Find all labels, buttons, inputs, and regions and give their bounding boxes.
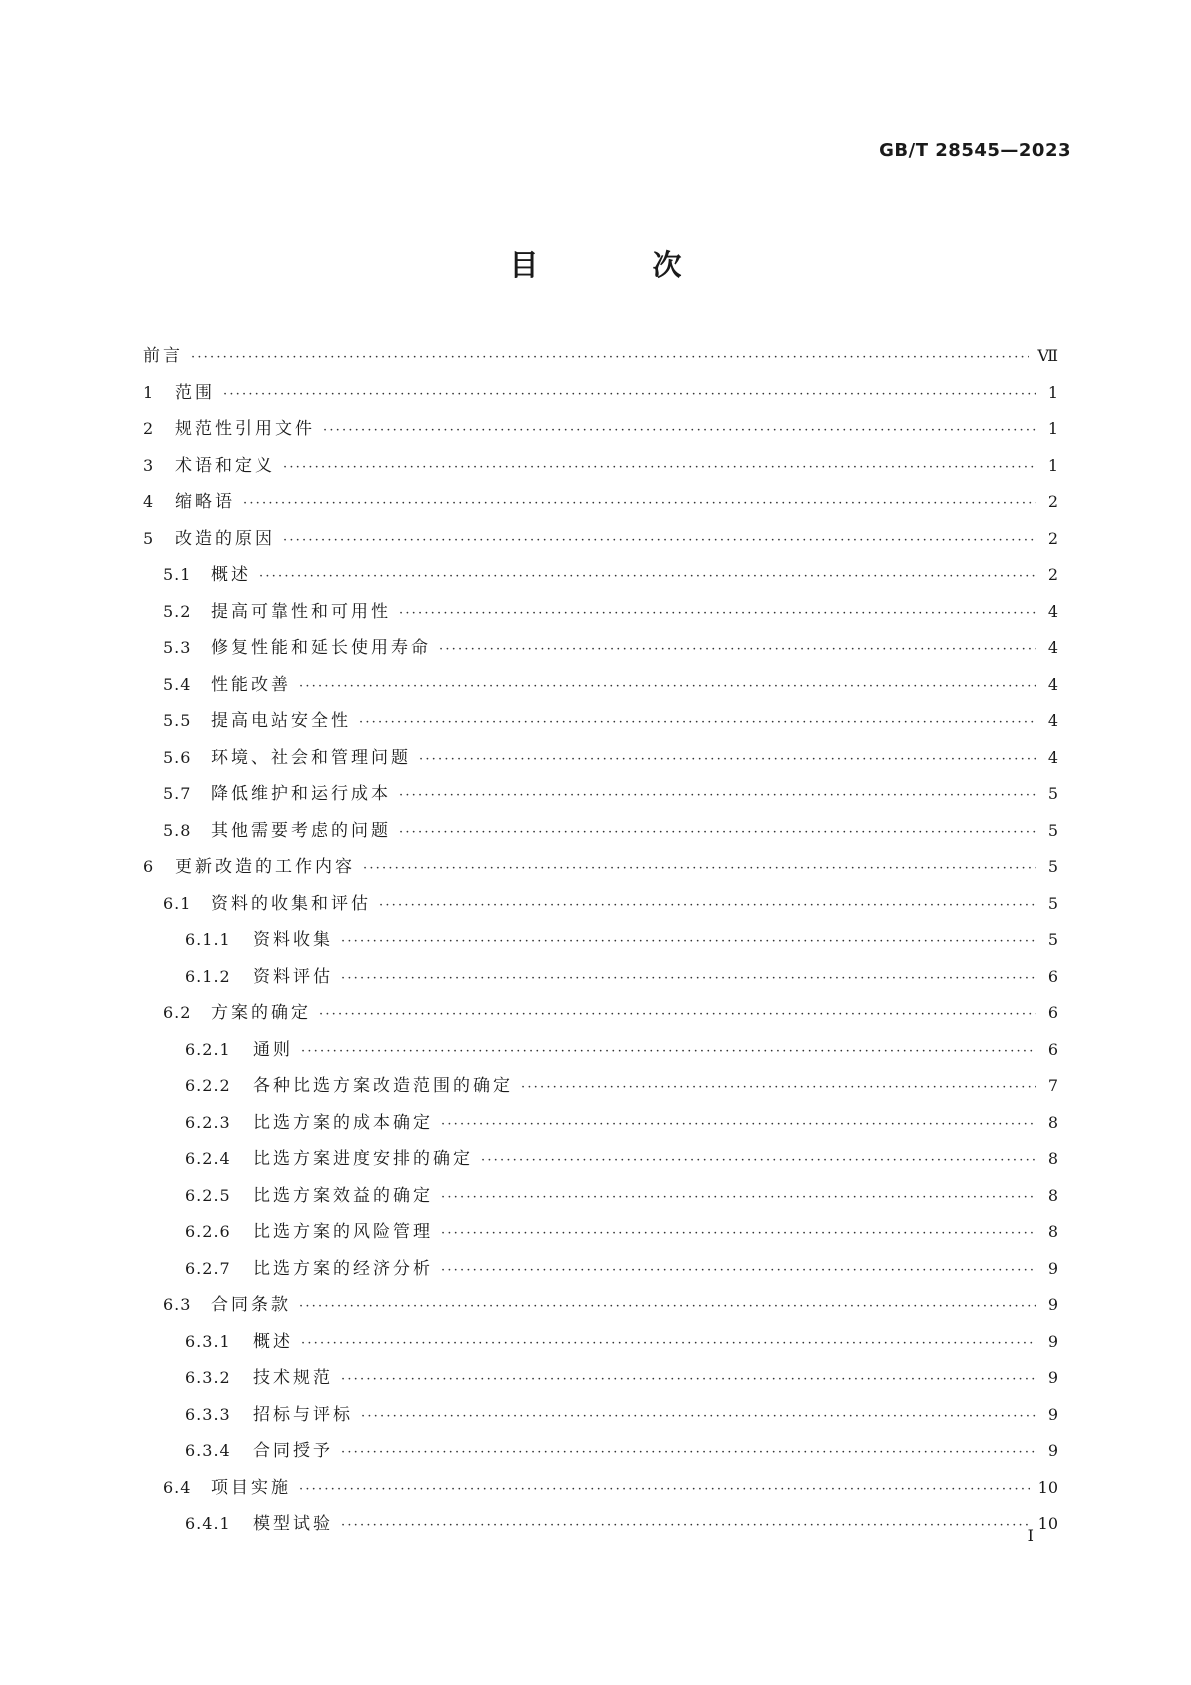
dot-leader — [301, 1034, 1036, 1071]
toc-entry[interactable] — [143, 1178, 1058, 1215]
toc-entry-number: 6.3.1 — [185, 1331, 231, 1351]
toc-entry-title: 范围 — [175, 382, 215, 403]
toc-entry-title: 合同条款 — [211, 1295, 291, 1315]
standard-code: GB/T 28545—2023 — [879, 140, 1071, 161]
toc-entry[interactable] — [143, 886, 1058, 923]
toc-entry[interactable] — [143, 1214, 1058, 1251]
toc-entry[interactable] — [143, 484, 1058, 521]
dot-leader — [341, 1508, 1030, 1545]
dot-leader — [341, 1435, 1036, 1472]
toc-entry-number: 5.5 — [163, 711, 192, 730]
toc-entry[interactable] — [143, 1068, 1058, 1105]
toc-entry-page: 4 — [1047, 711, 1058, 730]
dot-leader — [283, 450, 1036, 487]
dot-leader — [341, 961, 1036, 998]
toc-entry[interactable] — [143, 922, 1058, 959]
toc-entry-page: 7 — [1047, 1076, 1058, 1095]
toc-entry-title: 资料评估 — [253, 966, 333, 987]
toc-entry-number: 6.2.4 — [185, 1149, 231, 1168]
toc-entry-page: 6 — [1047, 1039, 1058, 1059]
toc-entry-number: 6.3.4 — [185, 1441, 231, 1460]
dot-leader — [341, 1362, 1036, 1399]
dot-leader — [223, 377, 1036, 414]
dot-leader — [319, 997, 1036, 1034]
toc-entry-page: 5 — [1047, 857, 1058, 876]
toc-entry-number: 6.3.3 — [185, 1404, 231, 1424]
toc-entry[interactable] — [143, 849, 1058, 886]
toc-entry[interactable] — [143, 1287, 1058, 1324]
toc-entry-number: 5.1 — [163, 565, 192, 584]
dot-leader — [419, 742, 1036, 779]
dot-leader — [299, 669, 1036, 706]
toc-entry[interactable] — [143, 594, 1058, 631]
toc-entry-number: 6.1.2 — [185, 966, 231, 986]
toc-entry[interactable] — [143, 740, 1058, 777]
dot-leader — [299, 1472, 1030, 1509]
toc-entry-page: 8 — [1047, 1185, 1058, 1205]
dot-leader — [361, 1399, 1036, 1436]
dot-leader — [341, 924, 1036, 961]
toc-entry-page: 4 — [1047, 747, 1058, 767]
toc-entry-number: 6 — [143, 857, 155, 876]
dot-leader — [323, 413, 1036, 450]
toc-entry-number: 3 — [143, 455, 155, 475]
toc-entry-title: 环境、社会和管理问题 — [211, 747, 411, 768]
toc-entry[interactable] — [143, 1032, 1058, 1069]
toc-entry-number: 6.3 — [163, 1295, 192, 1314]
toc-entry-page: 1 — [1047, 382, 1058, 402]
toc-entry[interactable] — [143, 1360, 1058, 1397]
toc-entry[interactable] — [143, 411, 1058, 448]
toc-entry-title: 术语和定义 — [175, 455, 275, 476]
toc-entry-title: 比选方案进度安排的确定 — [253, 1149, 473, 1169]
dot-leader — [441, 1180, 1036, 1217]
dot-leader — [301, 1326, 1036, 1363]
toc-entry-number: 5.4 — [163, 674, 192, 694]
toc-entry-title: 比选方案的经济分析 — [253, 1258, 433, 1279]
toc-entry-page: 8 — [1047, 1112, 1058, 1132]
dot-leader — [441, 1216, 1036, 1253]
toc-entry[interactable] — [143, 630, 1058, 667]
toc-entry-title: 通则 — [253, 1039, 293, 1060]
toc-entry-title: 资料收集 — [253, 930, 333, 950]
dot-leader — [359, 705, 1036, 742]
toc-entry[interactable] — [143, 338, 1058, 375]
toc-entry-title: 资料的收集和评估 — [211, 893, 371, 914]
toc-entry-number: 5.6 — [163, 747, 192, 767]
toc-entry-page: 4 — [1047, 601, 1058, 621]
dot-leader — [399, 596, 1036, 633]
toc-entry-title: 各种比选方案改造范围的确定 — [253, 1076, 513, 1096]
dot-leader — [299, 1289, 1036, 1326]
toc-entry-page: 9 — [1047, 1404, 1058, 1424]
toc-entry-title: 比选方案效益的确定 — [253, 1185, 433, 1206]
toc-entry-page: 8 — [1047, 1149, 1058, 1168]
toc-entry-title: 模型试验 — [253, 1514, 333, 1534]
toc-entry-page: 9 — [1047, 1295, 1058, 1314]
dot-leader — [521, 1070, 1036, 1107]
toc-entry-page: 1 — [1047, 419, 1058, 438]
toc-entry-title: 技术规范 — [253, 1368, 333, 1388]
toc-entry[interactable] — [143, 1397, 1058, 1434]
dot-leader — [441, 1253, 1036, 1290]
toc-entry-title: 规范性引用文件 — [175, 419, 315, 439]
dot-leader — [191, 340, 1029, 377]
toc-entry[interactable] — [143, 995, 1058, 1032]
toc-entry-page: 6 — [1047, 966, 1058, 986]
dot-leader — [441, 1107, 1036, 1144]
toc-entry-number: 6.4.1 — [185, 1514, 231, 1533]
dot-leader — [363, 851, 1036, 888]
toc-entry[interactable] — [143, 1141, 1058, 1178]
toc-entry-number: 6.3.2 — [185, 1368, 231, 1387]
toc-entry-title: 项目实施 — [211, 1477, 291, 1498]
toc-entry-title: 缩略语 — [175, 492, 235, 512]
toc-entry-page: 2 — [1047, 565, 1058, 584]
toc-entry-number: 5.7 — [163, 784, 192, 803]
toc-entry-number: 5.3 — [163, 638, 192, 657]
dot-leader — [283, 523, 1036, 560]
toc-entry[interactable] — [143, 959, 1058, 996]
toc-entry-number: 6.2.1 — [185, 1039, 231, 1059]
toc-entry[interactable] — [143, 1433, 1058, 1470]
toc-entry-title: 提高电站安全性 — [211, 711, 351, 731]
toc-entry-title: 前言 — [143, 346, 183, 366]
toc-entry[interactable] — [143, 375, 1058, 412]
toc-entry-page: 9 — [1047, 1441, 1058, 1460]
toc-entry-number: 2 — [143, 419, 155, 438]
toc-entry-number: 6.1.1 — [185, 930, 231, 949]
toc-entry-page: 6 — [1047, 1003, 1058, 1022]
toc-entry[interactable] — [143, 776, 1058, 813]
dot-leader — [439, 632, 1036, 669]
toc-entry-page: 8 — [1047, 1222, 1058, 1241]
dot-leader — [259, 559, 1036, 596]
dot-leader — [399, 815, 1036, 852]
toc-entry-title: 合同授予 — [253, 1441, 333, 1461]
toc-entry-page: 9 — [1047, 1368, 1058, 1387]
toc-entry-title: 比选方案的风险管理 — [253, 1222, 433, 1242]
toc-entry-number: 6.1 — [163, 893, 192, 913]
toc-entry-page: 5 — [1047, 820, 1058, 840]
toc-entry-number: 6.4 — [163, 1477, 192, 1497]
toc-entry[interactable] — [143, 1506, 1058, 1543]
toc-entry-page: 1 — [1047, 455, 1058, 475]
toc-entry-title: 概述 — [253, 1331, 293, 1352]
toc-entry-page: 4 — [1047, 638, 1058, 657]
toc-entry-page: 2 — [1047, 528, 1058, 548]
toc-entry-title: 招标与评标 — [253, 1404, 353, 1425]
toc-entry[interactable] — [143, 813, 1058, 850]
toc-entry-number: 4 — [143, 492, 155, 511]
toc-entry-title: 概述 — [211, 565, 251, 585]
page-number: I — [1027, 1526, 1034, 1545]
toc-entry-title: 降低维护和运行成本 — [211, 784, 391, 804]
dot-leader — [481, 1143, 1036, 1180]
toc-entry-number: 6.2.3 — [185, 1112, 231, 1132]
toc-entry-number: 5.8 — [163, 820, 192, 840]
toc-entry-page: 5 — [1047, 930, 1058, 949]
page-title: 目 次 — [509, 248, 734, 282]
dot-leader — [399, 778, 1036, 815]
toc-entry-number: 5 — [143, 528, 155, 548]
toc-entry-number: 1 — [143, 382, 155, 402]
toc-entry[interactable] — [143, 521, 1058, 558]
toc-entry-title: 改造的原因 — [175, 528, 275, 549]
toc-entry[interactable] — [143, 557, 1058, 594]
toc-entry-title: 修复性能和延长使用寿命 — [211, 638, 431, 658]
toc-entry-title: 性能改善 — [211, 674, 291, 695]
toc-entry-number: 6.2.7 — [185, 1258, 231, 1278]
toc-entry-title: 方案的确定 — [211, 1003, 311, 1023]
toc-entry-page: 10 — [1037, 1514, 1058, 1533]
dot-leader — [243, 486, 1036, 523]
toc-entry-page: 9 — [1047, 1258, 1058, 1278]
toc-entry[interactable] — [143, 1251, 1058, 1288]
toc-entry-number: 6.2.5 — [185, 1185, 231, 1205]
toc-entry[interactable] — [143, 448, 1058, 485]
toc-entry-page: 5 — [1047, 893, 1058, 913]
toc-entry[interactable] — [143, 1105, 1058, 1142]
toc-entry-title: 更新改造的工作内容 — [175, 857, 355, 877]
toc-entry-number: 6.2.6 — [185, 1222, 231, 1241]
table-of-contents — [143, 338, 1058, 1543]
toc-entry-title: 比选方案的成本确定 — [253, 1112, 433, 1133]
dot-leader — [379, 888, 1036, 925]
toc-entry-number: 5.2 — [163, 601, 192, 621]
toc-entry-number: 6.2 — [163, 1003, 192, 1022]
toc-entry[interactable] — [143, 667, 1058, 704]
toc-entry[interactable] — [143, 1324, 1058, 1361]
toc-entry[interactable] — [143, 703, 1058, 740]
toc-entry-number: 6.2.2 — [185, 1076, 231, 1095]
toc-entry-page: 9 — [1047, 1331, 1058, 1351]
toc-entry-title: 提高可靠性和可用性 — [211, 601, 391, 622]
toc-entry-page: 4 — [1047, 674, 1058, 694]
toc-entry-page: 2 — [1047, 492, 1058, 511]
toc-entry-page: 10 — [1037, 1477, 1058, 1497]
toc-entry-page: 5 — [1047, 784, 1058, 803]
toc-entry-title: 其他需要考虑的问题 — [211, 820, 391, 841]
toc-entry-page: Ⅶ — [1037, 346, 1058, 365]
toc-entry[interactable] — [143, 1470, 1058, 1507]
